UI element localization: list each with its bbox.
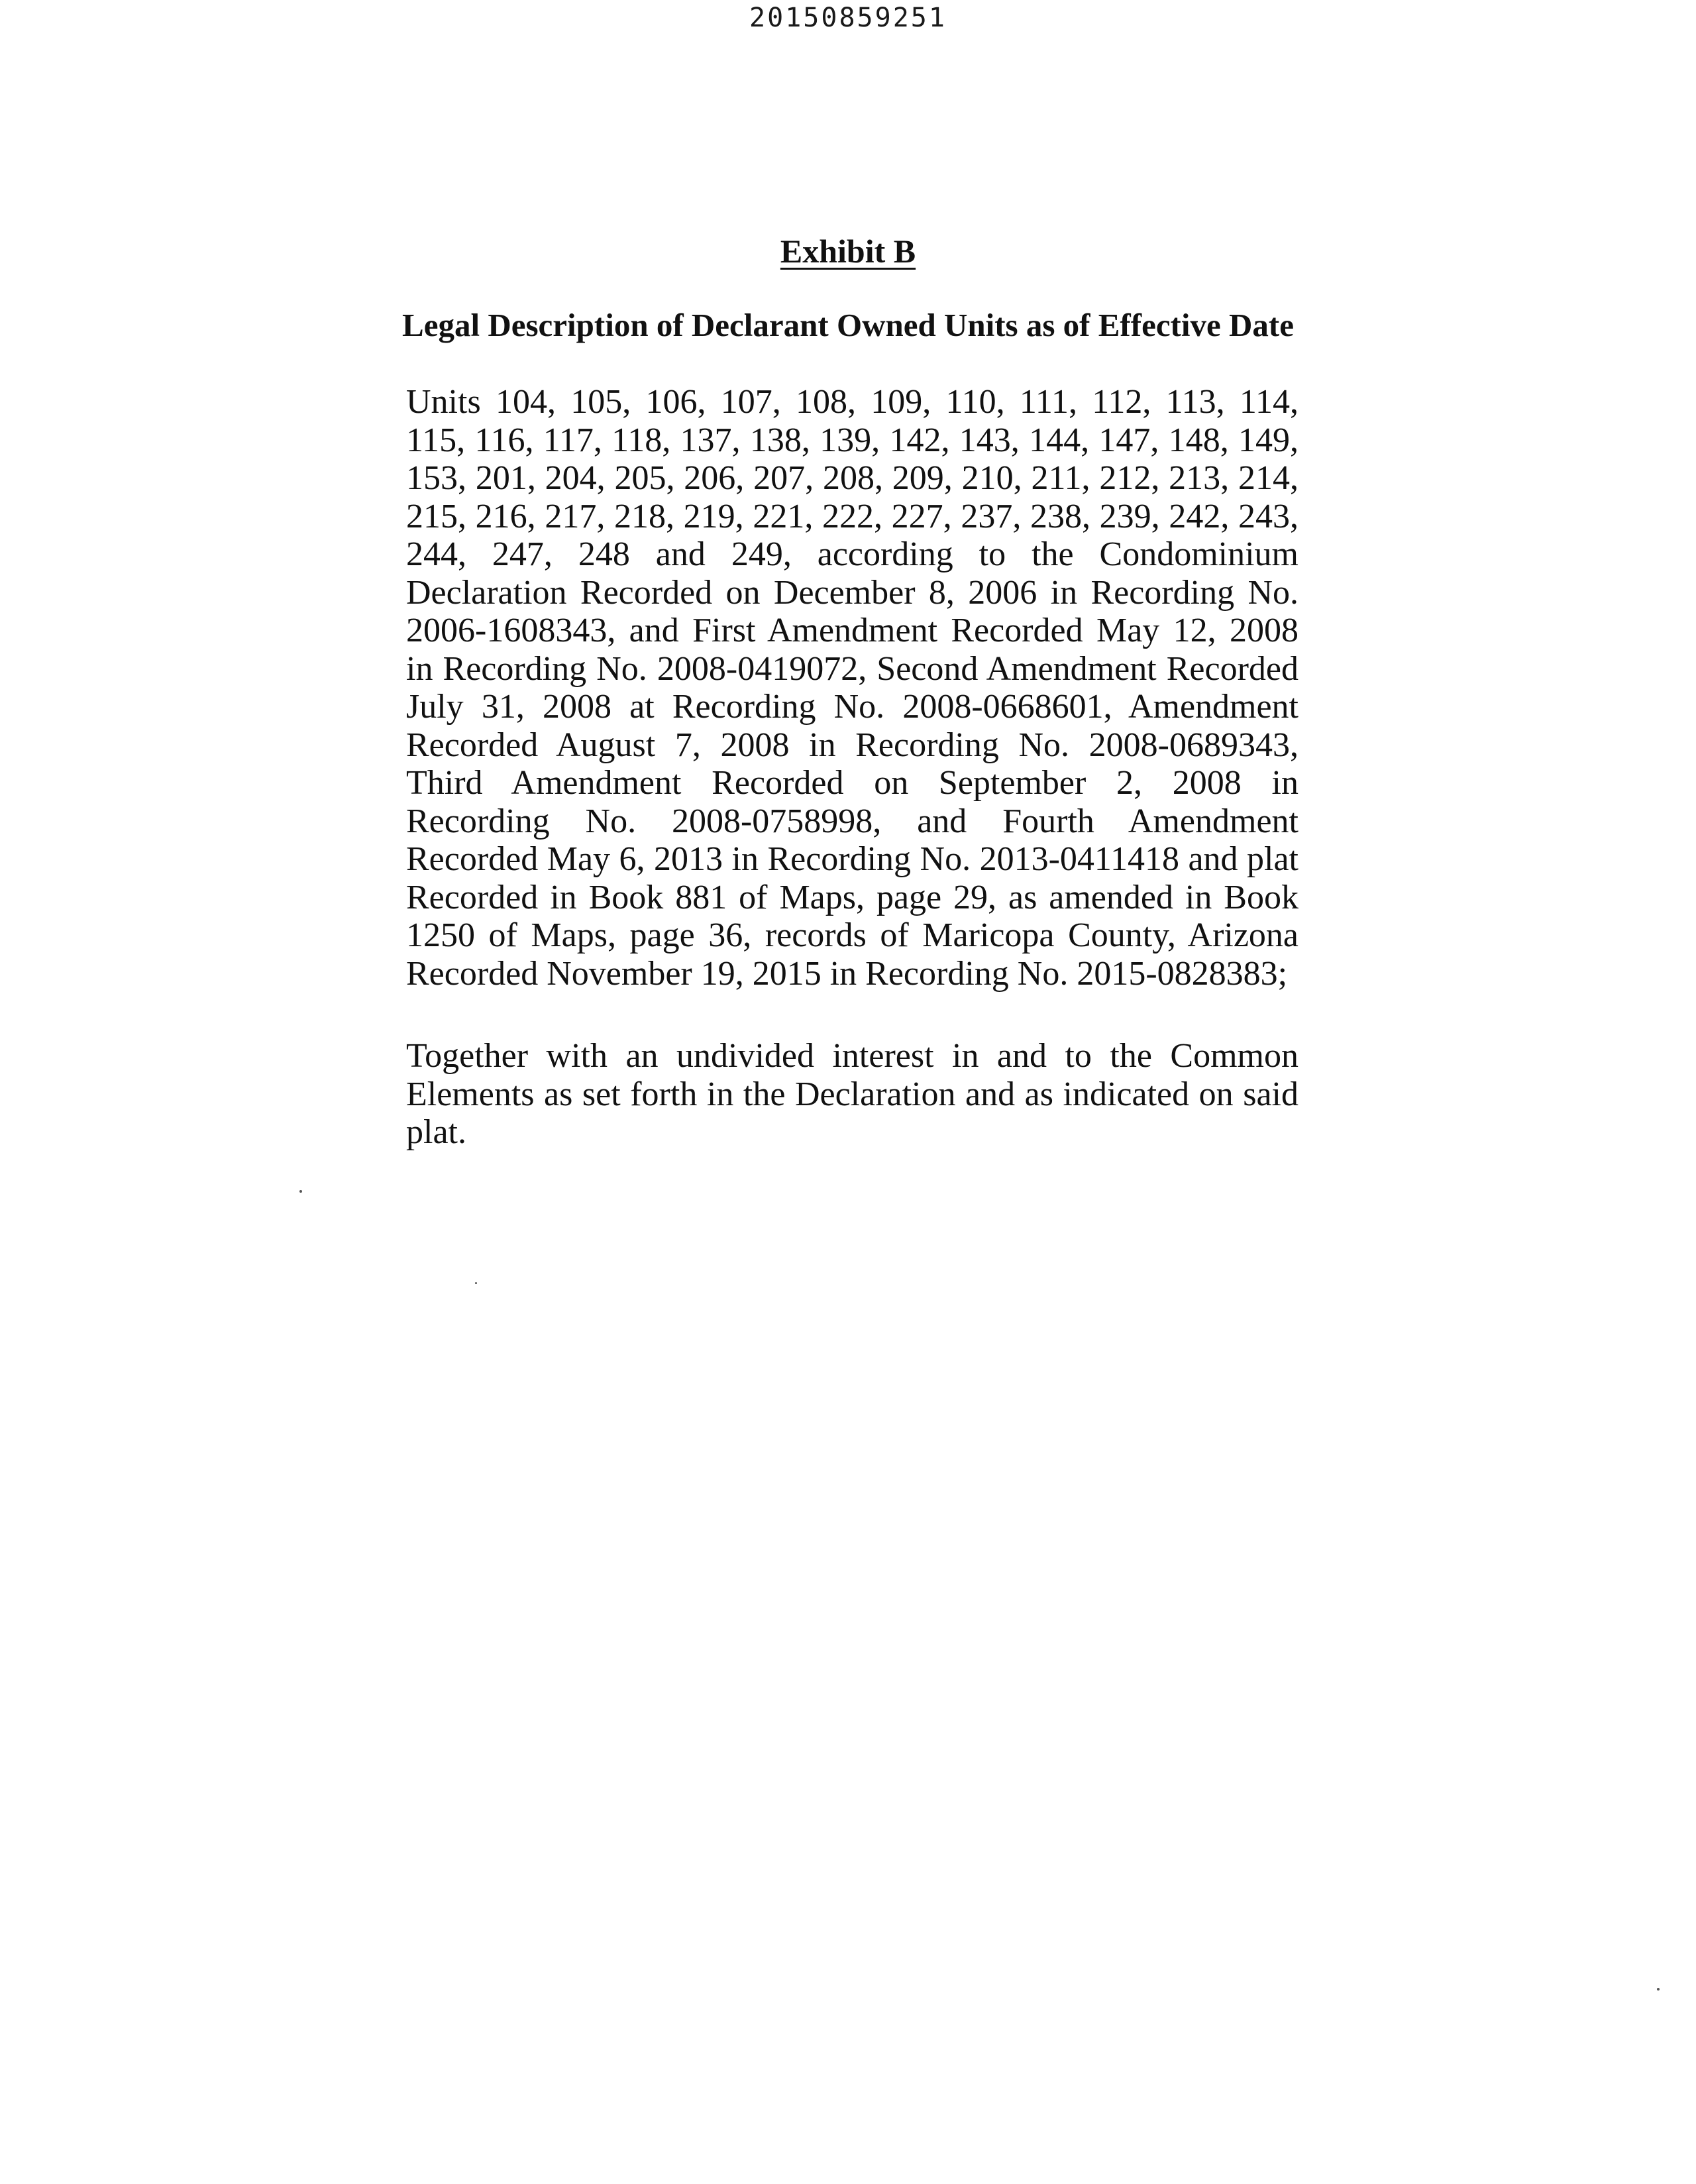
- scan-speck: [299, 1190, 302, 1193]
- scan-speck: [475, 1282, 477, 1284]
- exhibit-title: Exhibit B: [780, 233, 916, 270]
- legal-description-paragraph: Units 104, 105, 106, 107, 108, 109, 110, 111, 112, 113, 114, 115, 116, 117, 118, 137, 138, 139, 142, 143, 144, 147, 148, 149, 153, 201, 204, 205, 206, 207, 208, 209, 210, 211, 212, 213, 214, 215, 216, 217, 218, 219, 221, 222, 227, 237, 238, 239, 242, 243, 244, 247, 248 and 249, according to the Condominium Declaration Recorded on December 8, 2006 in Recording No. 2006-1608343, and First Amendment Recorded May 12, 2008 in Recording No. 2008-0419072, Second Amendment Recorded July 31, 2008 at Recording No. 2008-0668601, Amendment Recorded August 7, 2008 in Recording No. 2008-0689343, Third Amendment Recorded on September 2, 2008 in Recording No. 2008-0758998, and Fourth Amendment Recorded May 6, 2013 in Recording No. 2013-0411418 and plat Recorded in Book 881 of Maps, page 29, as amended in Book 1250 of Maps, page 36, records of Maricopa County, Arizona Recorded November 19, 2015 in Recording No. 2015-0828383;: [406, 383, 1298, 993]
- exhibit-subtitle: Legal Description of Declarant Owned Units as of Effective Date: [402, 307, 1294, 343]
- scan-speck: [1657, 1988, 1660, 1991]
- common-elements-paragraph: Together with an undivided interest in and to the Common Elements as set forth in the Declaration and as indicated on said plat.: [406, 1037, 1298, 1151]
- recording-number: 20150859251: [749, 3, 947, 33]
